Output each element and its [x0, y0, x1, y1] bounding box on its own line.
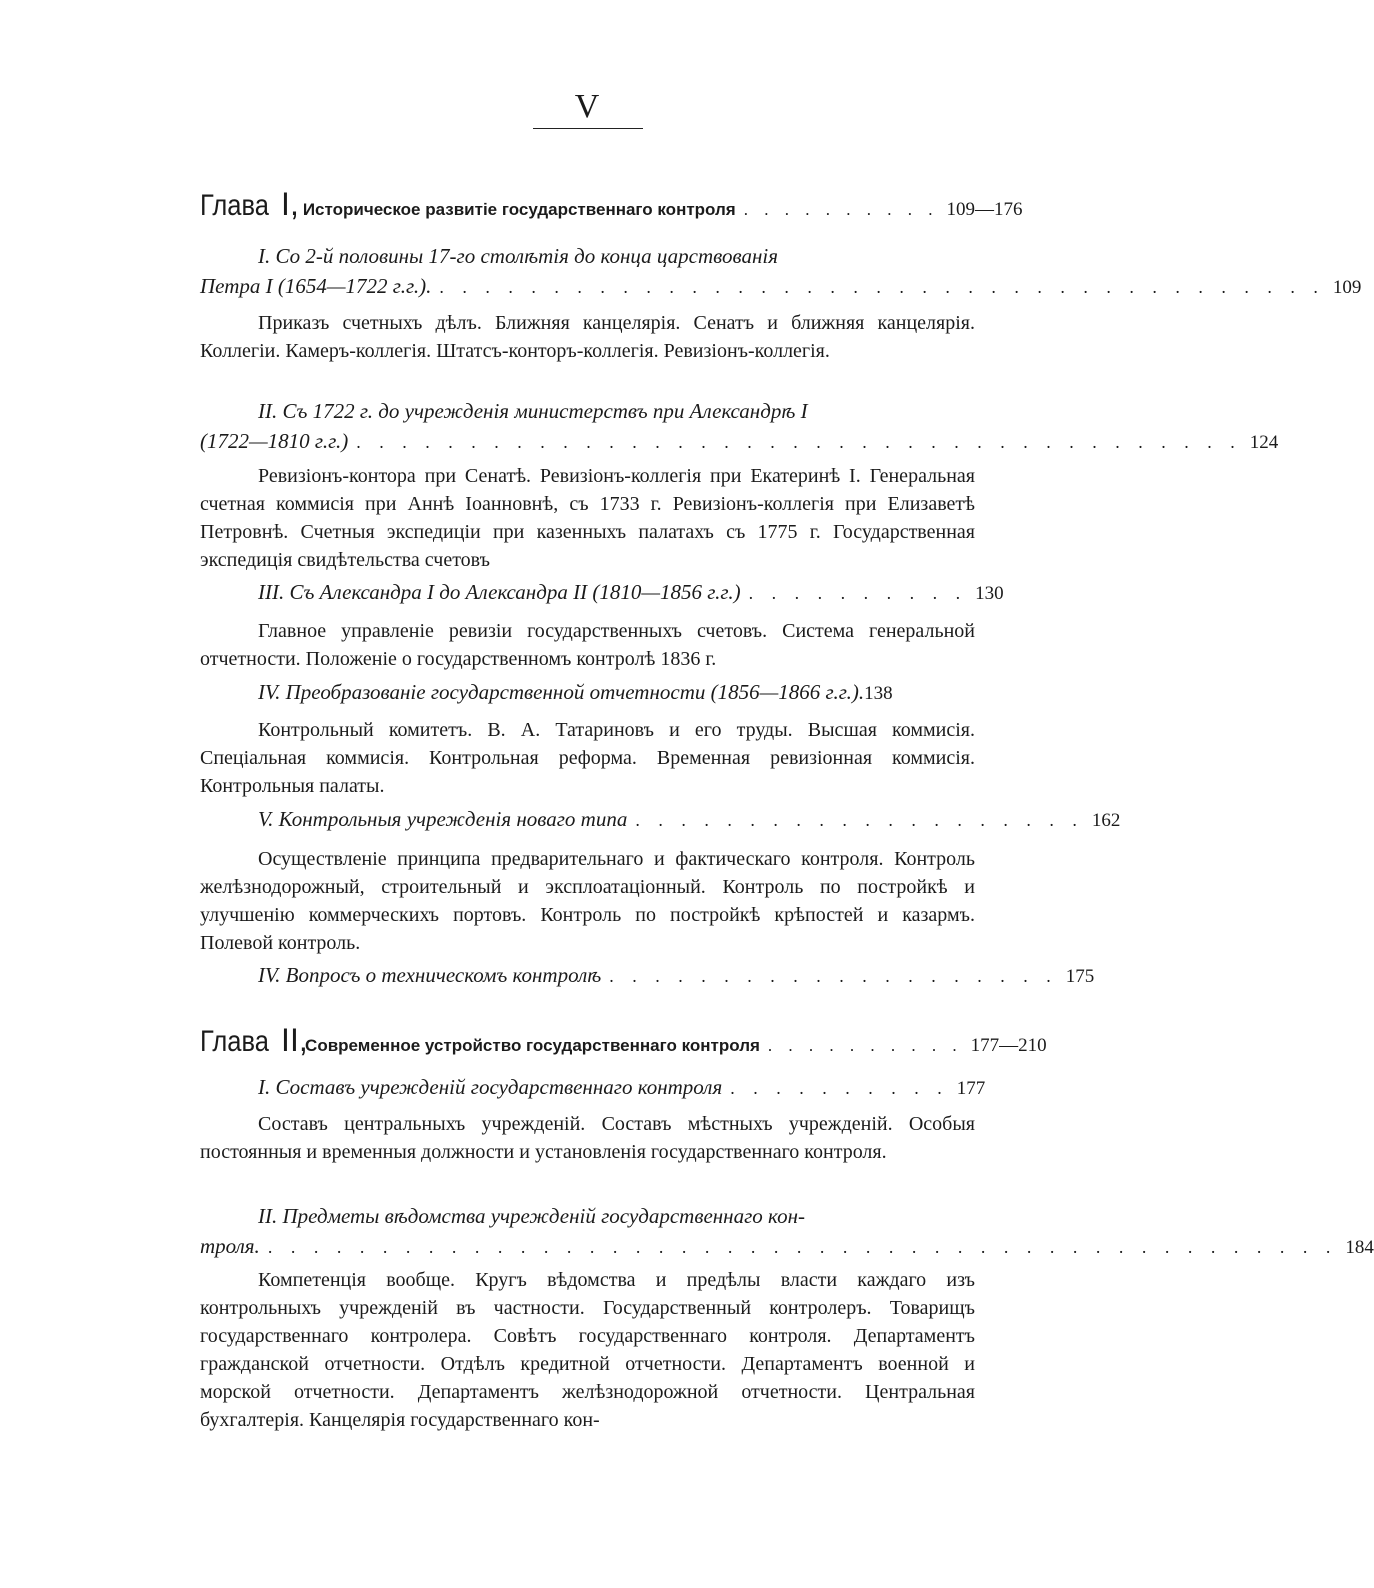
section-title: II. Предметы вѣдомства учрежденій государственнаго кон- — [258, 1204, 805, 1228]
dot-leader: . . . . . . . . . . — [730, 1078, 949, 1098]
section-title-cont: троля. — [200, 1234, 260, 1258]
section-description: Ревизіонъ-контора при Сенатѣ. Ревизіонъ-коллегія при Екатеринѣ I. Генеральная счетная коммисія при Аннѣ Іоанновнѣ, съ 1733 г. Ревизіонъ-коллегія при Елизаветѣ Петровнѣ. Счетныя экспедиціи при казенныхъ палатахъ съ 1775 г. Государственная экспедиція свидѣтельства счетовъ — [200, 465, 975, 571]
section-entry — [200, 960, 1095, 992]
section-description: Контрольный комитетъ. В. А. Татариновъ и его труды. Высшая коммисія. Спеціальная коммисія. Контрольная реформа. Временная ревизіонная коммисія. Контрольныя палаты. — [200, 719, 975, 797]
section-page: 130 — [975, 583, 1004, 604]
section-page: 175 — [1065, 966, 1095, 987]
section-description: Осуществленіе принципа предварительнаго и фактическаго контроля. Контроль желѣзнодорожный, строительный и эксплоатаціонный. Контроль по постройкѣ и улучшенію коммерческихъ портовъ. Контроль по постройкѣ крѣпостей и казармъ. Полевой контроль. — [200, 848, 975, 954]
toc-page — [200, 0, 1374, 1588]
section-title-cont: (1722—1810 г.г.) — [200, 429, 349, 453]
section-entry — [200, 1072, 986, 1104]
section-page: 162 — [1091, 810, 1121, 831]
dot-leader: . . . . . . . . . . . . . . . . . . . . . . . . . . . . . . . . . . . . . . . . . . . . . . . — [267, 1237, 1338, 1257]
section-entry — [200, 677, 975, 709]
dot-leader: . . . . . . . . . . — [748, 583, 968, 603]
section-title: IV. Вопросъ о техническомъ контролѣ — [258, 963, 602, 987]
section-page: 109 — [1332, 277, 1362, 298]
section-title: II. Съ 1722 г. до учрежденія министерствъ при Александрѣ I — [258, 399, 808, 423]
section-page: 184 — [1345, 1237, 1374, 1258]
section-description: Составъ центральныхъ учрежденій. Составъ мѣстныхъ учрежденій. Особыя постоянныя и временныя должности и установленія государственнаго контроля. — [200, 1113, 975, 1163]
section-page: 138 — [864, 683, 893, 704]
dot-leader: . . . . . . . . . . — [767, 1036, 963, 1055]
page-number: V — [574, 88, 601, 125]
chapter-word: Глава — [200, 189, 269, 222]
chapter-word: Глава — [200, 1025, 269, 1058]
section-entry — [200, 804, 1121, 836]
chapter-pages: 109—176 — [946, 199, 1023, 220]
chapter-title: Современное устройство государственнаго контроля — [305, 1036, 760, 1055]
section-title: III. Съ Александра I до Александра II (1810—1856 г.г.) — [258, 580, 741, 604]
dot-leader: . . . . . . . . . . . . . . . . . . . . . . . . . . . . . . . . . . . . . . . — [439, 277, 1325, 297]
chapter-2-heading — [200, 1022, 1047, 1059]
section-description: Компетенція вообще. Кругъ вѣдомства и предѣлы власти каждаго изъ контрольныхъ учрежденій въ частности. Государственный контролеръ. Товарищъ государственнаго контролера. Совѣтъ государственнаго контроля. Департаментъ гражданской отчетности. Отдѣлъ кредитной отчетности. Департаментъ военной и морской отчетности. Департаментъ желѣзнодорожной отчетности. Центральная бухгалтерія. Канцелярія государственнаго кон- — [200, 1269, 975, 1431]
dot-leader: . . . . . . . . . . — [743, 200, 939, 219]
dot-leader: . . . . . . . . . . . . . . . . . . . . — [635, 810, 1084, 830]
chapter-number: II, — [281, 1022, 308, 1058]
dot-leader: . . . . . . . . . . . . . . . . . . . . — [609, 966, 1058, 986]
chapter-pages: 177—210 — [970, 1035, 1047, 1056]
section-description: Приказъ счетныхъ дѣлъ. Ближняя канцелярія. Сенатъ и ближняя канцелярія. Коллегіи. Камеръ-коллегія. Штатсъ-конторъ-коллегія. Ревизіонъ-коллегія. — [200, 312, 975, 362]
section-page: 177 — [956, 1078, 986, 1099]
chapter-number: I, — [281, 186, 299, 222]
chapter-title: Историческое развитіе государственнаго контроля — [302, 200, 736, 219]
section-entry — [200, 1201, 1374, 1263]
folio-rule — [533, 128, 643, 129]
section-description: Главное управленіе ревизіи государственныхъ счетовъ. Система генеральной отчетности. Положеніе о государственномъ контролѣ 1836 г. — [200, 620, 975, 670]
dot-leader: . . . . . . . . . . . . . . . . . . . . . . . . . . . . . . . . . . . . . . . — [356, 432, 1242, 452]
section-title: V. Контрольныя учрежденія новаго типа — [258, 807, 628, 831]
section-entry — [200, 396, 1279, 458]
section-title: I. Со 2-й половины 17-го столѣтія до конца царствованія — [258, 244, 778, 268]
chapter-1-heading — [200, 186, 1023, 223]
section-entry — [200, 241, 1362, 303]
section-page: 124 — [1249, 432, 1279, 453]
section-title-cont: Петра I (1654—1722 г.г.). — [200, 274, 432, 298]
section-entry — [200, 577, 1004, 609]
section-title: IV. Преобразованіе государственной отчетности (1856—1866 г.г.). — [258, 680, 865, 704]
section-title: I. Составъ учрежденій государственнаго контроля — [258, 1075, 723, 1099]
